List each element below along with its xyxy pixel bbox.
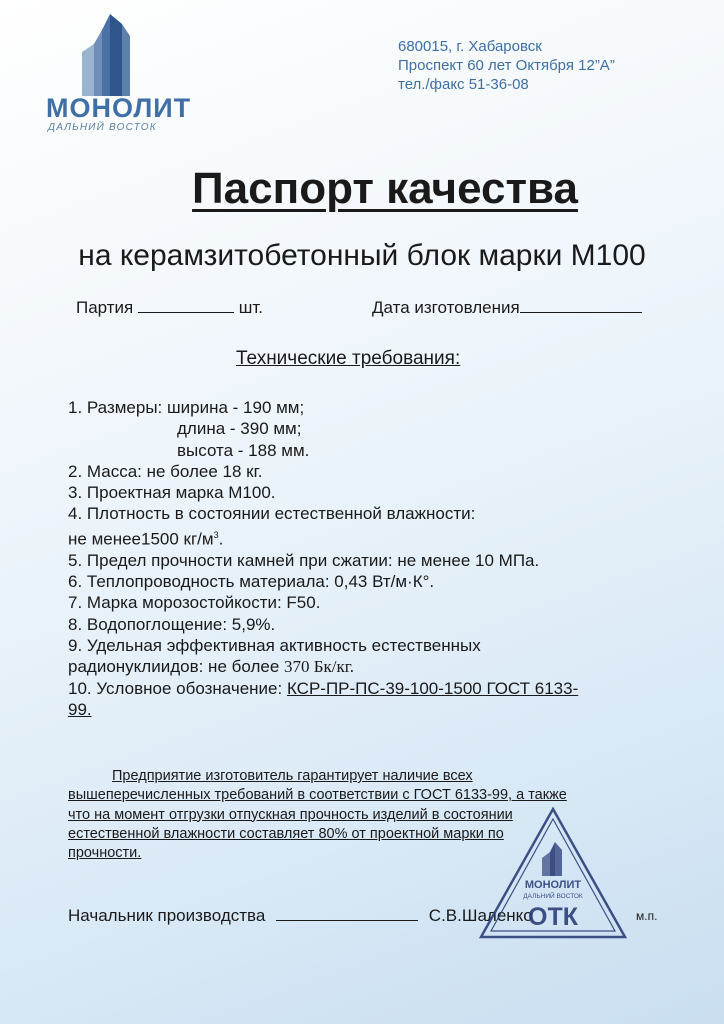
req-height: высота - 188 мм. [177,440,310,460]
req-activity-value [68,656,668,677]
requirements-heading: Технические требования: [236,348,461,369]
seal-note: м.п. [636,909,658,923]
signature-line [68,904,533,926]
logo-name: МОНОЛИТ [46,93,192,123]
page-subtitle: на керамзитобетонный блок марки М100 [78,239,646,272]
date-field [372,296,642,318]
req-conductivity: 6. Теплопроводность материала: 0,43 Вт/м·К°. [68,572,435,592]
page-title: Паспорт качества [192,164,578,213]
density-exponent: 3 [213,529,219,540]
requirements-list [68,397,668,720]
batch-field [76,296,263,318]
batch-blank [138,296,234,313]
date-blank [520,296,642,313]
req-density-value [68,525,668,550]
address-line-2: Проспект 60 лет Октября 12”А” [398,57,615,74]
signature-name: С.В.Шаленко [428,906,533,925]
stamp-dept: ОТК [528,903,578,931]
activity-prefix: радионуклиидов: не более [68,657,284,677]
req-length: длина - 390 мм; [177,419,302,439]
batch-label: Партия [76,298,134,317]
designation-code: КСР-ПР-ПС-39-100-1500 ГОСТ 6133- [286,678,579,698]
designation-prefix: 10. Условное обозначение: [68,678,287,698]
activity-value: 370 Бк/кг. [284,657,355,677]
guarantee-line-1: Предприятие изготовитель гарантирует наличие всех [112,768,473,784]
req-designation-cont: 99. [68,699,92,719]
guarantee-line-2: вышеперечисленных требований в соответствии с ГОСТ 6133-99, а также [68,787,567,804]
date-label: Дата изготовления [372,298,520,317]
address-line-1: 680015, г. Хабаровск [398,38,542,55]
req-absorption: 8. Водопоглощение: 5,9%. [68,614,276,634]
guarantee-line-3: что на момент отгрузки отпускная прочность изделий в состоянии [68,806,513,823]
req-density-label: 4. Плотность в состоянии естественной влажности: [68,504,476,524]
guarantee-line-5: прочности. [68,845,142,862]
guarantee-line-4: естественной влажности составляет 80% от проектной марки по [68,825,504,842]
req-dimensions: 1. Размеры: ширина - 190 мм; [68,398,305,417]
req-strength: 5. Предел прочности камней при сжатии: не менее 10 МПа. [68,550,540,570]
density-value: не менее1500 кг/м [68,529,214,549]
otk-stamp-icon [478,806,628,940]
req-designation [68,678,668,699]
logo-subtitle: ДАЛЬНИЙ ВОСТОК [48,122,157,133]
req-grade: 3. Проектная марка М100. [68,483,276,503]
stamp-sub: ДАЛЬНИЙ ВОСТОК [523,893,583,900]
req-mass: 2. Масса: не более 18 кг. [68,461,263,481]
contact-block [398,37,615,94]
stamp-org: МОНОЛИТ [524,879,582,891]
signature-label: Начальник производства [68,906,266,925]
req-activity-label: 9. Удельная эффективная активность естественных [68,635,481,655]
density-end: . [218,529,224,549]
signature-blank [276,904,418,921]
req-frost: 7. Марка морозостойкости: F50. [68,593,321,613]
batch-unit: шт. [238,298,263,317]
phone-number: тел./факс 51-36-08 [398,76,529,93]
